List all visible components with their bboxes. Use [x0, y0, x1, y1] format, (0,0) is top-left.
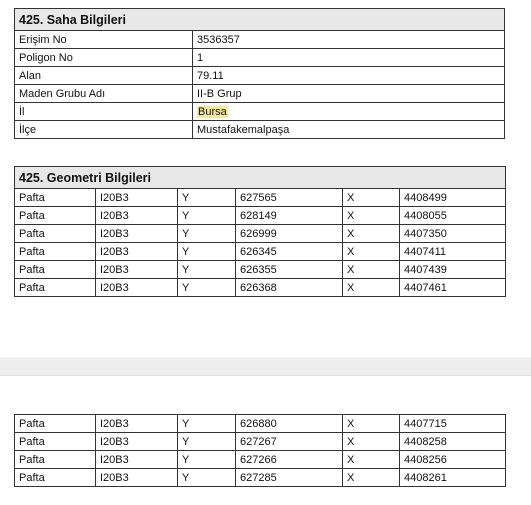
table-row: [15, 451, 506, 469]
table-row: [15, 85, 505, 103]
y-label-cell: Y: [178, 225, 236, 243]
geometri-bilgileri-table-continued: [14, 414, 506, 487]
x-label-cell: X: [343, 225, 400, 243]
y-coordinate-cell: 626999: [236, 225, 343, 243]
sheet-code-cell: I20B3: [96, 279, 178, 297]
x-coordinate-cell: 4408055: [400, 207, 506, 225]
y-coordinate-cell: 626368: [236, 279, 343, 297]
x-label-cell: X: [343, 207, 400, 225]
y-coordinate-cell: 627565: [236, 189, 343, 207]
x-coordinate-cell: 4407411: [400, 243, 506, 261]
sheet-code-cell: I20B3: [96, 261, 178, 279]
y-label-cell: Y: [178, 243, 236, 261]
table-row: [15, 207, 506, 225]
x-coordinate-cell: 4408256: [400, 451, 506, 469]
pafta-cell: Pafta: [15, 469, 96, 487]
table-row: [15, 189, 506, 207]
field-value: [193, 103, 505, 121]
sheet-code-cell: I20B3: [96, 469, 178, 487]
table-row: [15, 279, 506, 297]
table-row: [15, 225, 506, 243]
highlighted-value: Bursa: [198, 105, 227, 118]
x-label-cell: X: [343, 469, 400, 487]
x-label-cell: X: [343, 189, 400, 207]
geometri-bilgileri-table: [14, 166, 506, 297]
x-label-cell: X: [343, 415, 400, 433]
field-label: Maden Grubu Adı: [15, 85, 193, 103]
field-value: 1: [193, 49, 505, 67]
sheet-code-cell: I20B3: [96, 243, 178, 261]
pafta-cell: Pafta: [15, 261, 96, 279]
page-break-gap: [0, 357, 531, 376]
x-coordinate-cell: 4407715: [400, 415, 506, 433]
x-label-cell: X: [343, 433, 400, 451]
table-row: [15, 243, 506, 261]
x-label-cell: X: [343, 261, 400, 279]
saha-bilgileri-table: [14, 8, 505, 139]
x-coordinate-cell: 4408258: [400, 433, 506, 451]
field-value: 79.11: [193, 67, 505, 85]
pafta-cell: Pafta: [15, 243, 96, 261]
sheet-code-cell: I20B3: [96, 451, 178, 469]
sheet-code-cell: I20B3: [96, 189, 178, 207]
field-value: Mustafakemalpaşa: [193, 121, 505, 139]
field-label: Erişim No: [15, 31, 193, 49]
y-label-cell: Y: [178, 279, 236, 297]
x-coordinate-cell: 4407439: [400, 261, 506, 279]
pafta-cell: Pafta: [15, 415, 96, 433]
x-coordinate-cell: 4408261: [400, 469, 506, 487]
field-value: 3536357: [193, 31, 505, 49]
table-row: [15, 469, 506, 487]
y-label-cell: Y: [178, 261, 236, 279]
pafta-cell: Pafta: [15, 433, 96, 451]
table-row: [15, 31, 505, 49]
table-row: [15, 261, 506, 279]
x-label-cell: X: [343, 451, 400, 469]
table-row: [15, 103, 505, 121]
saha-section-title: 425. Saha Bilgileri: [15, 9, 505, 31]
table-row: [15, 121, 505, 139]
y-coordinate-cell: 627266: [236, 451, 343, 469]
y-label-cell: Y: [178, 189, 236, 207]
x-coordinate-cell: 4408499: [400, 189, 506, 207]
y-coordinate-cell: 627267: [236, 433, 343, 451]
x-label-cell: X: [343, 279, 400, 297]
y-label-cell: Y: [178, 451, 236, 469]
field-label: İl: [15, 103, 193, 121]
table-row: [15, 415, 506, 433]
table-row: [15, 67, 505, 85]
y-coordinate-cell: 628149: [236, 207, 343, 225]
y-coordinate-cell: 626355: [236, 261, 343, 279]
pafta-cell: Pafta: [15, 189, 96, 207]
x-coordinate-cell: 4407461: [400, 279, 506, 297]
pafta-cell: Pafta: [15, 207, 96, 225]
field-label: İlçe: [15, 121, 193, 139]
field-label: Alan: [15, 67, 193, 85]
y-coordinate-cell: 627285: [236, 469, 343, 487]
x-coordinate-cell: 4407350: [400, 225, 506, 243]
field-value: II-B Grup: [193, 85, 505, 103]
x-label-cell: X: [343, 243, 400, 261]
geometri-section-title: 425. Geometri Bilgileri: [15, 167, 506, 189]
sheet-code-cell: I20B3: [96, 415, 178, 433]
pafta-cell: Pafta: [15, 279, 96, 297]
field-label: Poligon No: [15, 49, 193, 67]
pafta-cell: Pafta: [15, 225, 96, 243]
table-row: [15, 49, 505, 67]
y-label-cell: Y: [178, 433, 236, 451]
y-label-cell: Y: [178, 415, 236, 433]
y-coordinate-cell: 626345: [236, 243, 343, 261]
y-label-cell: Y: [178, 469, 236, 487]
sheet-code-cell: I20B3: [96, 207, 178, 225]
sheet-code-cell: I20B3: [96, 433, 178, 451]
table-row: [15, 433, 506, 451]
y-label-cell: Y: [178, 207, 236, 225]
sheet-code-cell: I20B3: [96, 225, 178, 243]
y-coordinate-cell: 626880: [236, 415, 343, 433]
pafta-cell: Pafta: [15, 451, 96, 469]
